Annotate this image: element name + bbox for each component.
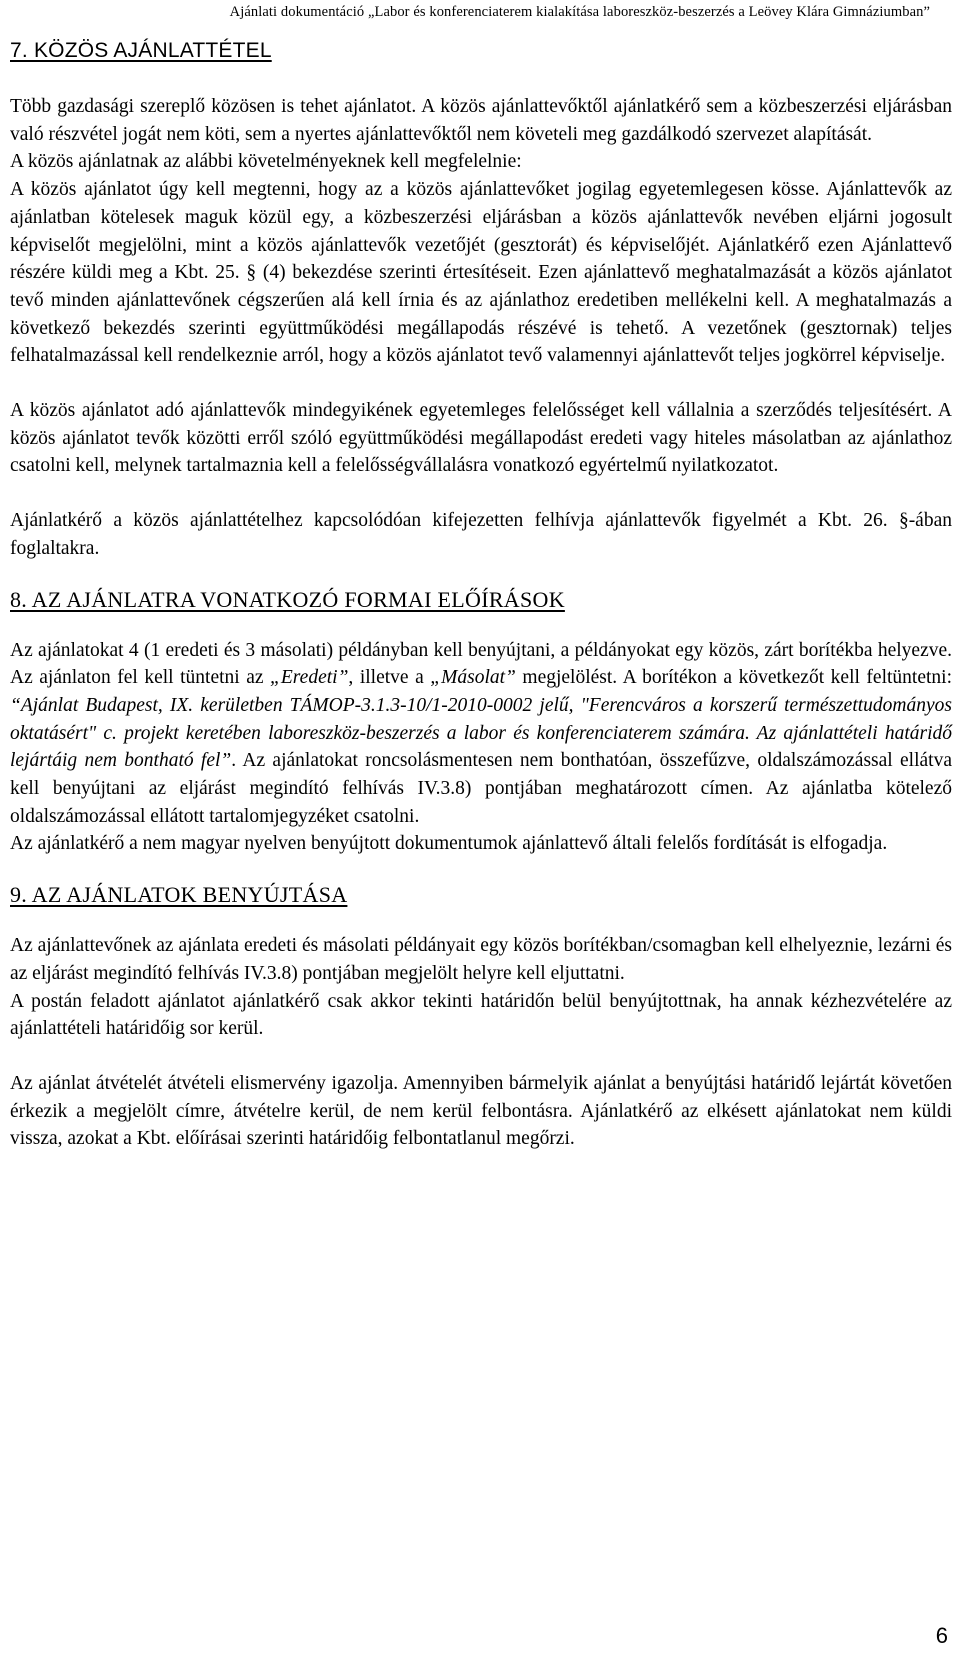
section-8-title: 8. AZ AJÁNLATRA VONATKOZÓ FORMAI ELŐÍRÁSOK	[10, 586, 565, 612]
section-9-title: 9. AZ AJÁNLATOK BENYÚJTÁSA	[10, 882, 348, 908]
section-9-paragraph-1: Az ajánlattevőnek az ajánlata eredeti és másolati példányait egy közös borítékban/csomagban kell elhelyeznie, lezárni és az eljárást megindító felhívás IV.3.8) pontjában megjelölt helyre kell eljuttatni.	[10, 935, 952, 984]
section-7-title: 7. KÖZÖS AJÁNLATTÉTEL	[10, 39, 272, 62]
section-8-paragraph-1	[10, 637, 952, 831]
section-7-paragraph-1: Több gazdasági szereplő közösen is tehet ajánlatot. A közös ajánlattevőktől ajánlatkérő sem a közbeszerzési eljárásban való részvétel jogát nem köti, sem a nyertes ajánlattevőktől nem követeli meg gazdálkodó szervezet alapítását.	[10, 96, 952, 145]
section-7-paragraph-2: A közös ajánlatnak az alábbi követelményeknek kell megfelelnie:	[10, 151, 522, 173]
section-9-paragraph-3: Az ajánlat átvételét átvételi elismervény igazolja. Amennyiben bármelyik ajánlat a benyújtási határidő lejártát követően érkezik a megjelölt címre, átvételre kerül, de nem kerül felbontásra. Ajánlatkérő az elkésett ajánlatokat nem küldi vissza, azokat a Kbt. előírásai szerinti határidőig felbontatlanul megőrzi.	[10, 1072, 952, 1150]
eredeti-label: „Eredeti”	[270, 667, 349, 689]
section-8-text-g: . Az ajánlatokat roncsolásmentesen nem bonthatóan, összefűzve, oldalszámozással ellátva kell benyújtani az eljárást megindító felhívás IV.3.8) pontjában meghatározott címen. Az ajánlatba kötelező oldalszámozással ellátott tartalomjegyzéket csatolni.	[10, 750, 952, 827]
section-9-paragraph-2: A postán feladott ajánlatot ajánlatkérő csak akkor tekinti határidőn belül benyújtottnak, ha annak kézhezvételére az ajánlattételi határidőig sor kerül.	[10, 990, 952, 1040]
section-7-paragraph-3: A közös ajánlatot úgy kell megtenni, hogy az a közös ajánlattevőket jogilag egyetemlegesen kösse. Ajánlattevők az ajánlatban kötelesek maguk közül egy, a közbeszerzési eljárásban a közös ajánlattevők nevében eljárni jogosult képviselőt megjelölni, mint a közös ajánlattevők vezetőjét (gesztorát) és képviselőjét. Ajánlatkérő ezen Ajánlattevő részére küldi meg a Kbt. 25. § (4) bekezdése szerinti értesítéseit. Ezen ajánlattevő meghatalmazását a közös ajánlatot tevő minden ajánlattevőnek cégszerűen alá kell írnia és az ajánlathoz eredetiben mellékelni kell. A meghatalmazás a következő bekezdés szerinti együttműködési megállapodás részévé is tehető. A vezetőnek (gesztornak) teljes felhatalmazással kell rendelkeznie arról, hogy a közös ajánlatot tevő valamennyi ajánlattevőt teljes jogkörrel képviselje.	[10, 179, 952, 367]
document-page	[10, 0, 952, 1153]
section-7-paragraph-5: Ajánlatkérő a közös ajánlattételhez kapcsolódóan kifejezetten felhívja ajánlattevők figyelmét a Kbt. 26. §-ában foglaltakra.	[10, 510, 952, 559]
section-8-paragraph-2: Az ajánlatkérő a nem magyar nyelven benyújtott dokumentumok ajánlattevő általi felelős fordítását is elfogadja.	[10, 833, 888, 855]
section-7-paragraph-4: A közös ajánlatot adó ajánlattevők mindegyikének egyetemleges felelősséget kell vállalnia a szerződés teljesítésért. A közös ajánlatot tevők közötti erről szóló együttműködési megállapodást eredeti vagy hiteles másolatban az ajánlathoz csatolni kell, melynek tartalmaznia kell a felelősségvállalásra vonatkozó egyértelmű nyilatkozatot.	[10, 400, 952, 477]
section-8-text-e: megjelölést. A borítékon a következőt kell feltüntetni:	[515, 667, 952, 689]
envelope-inscription: “Ajánlat Budapest, IX. kerületben TÁMOP-3.1.3-10/1-2010-0002 jelű, "Ferencváros a korszerű természettudományos oktatásért" c. projekt keretében laboreszköz-beszerzés a labor és konferenciaterem számára. Az ajánlattételi határidő lejártáig nem bontható fel”	[10, 694, 952, 772]
masolat-label: „Másolat”	[430, 667, 516, 689]
running-header: Ajánlati dokumentáció „Labor és konferenciaterem kialakítása laboreszköz-beszerzés a Leövey Klára Gimnáziumban”	[229, 4, 930, 20]
section-8-text-a: Az ajánlatokat 4 (1 eredeti és 3 másolati) példányban kell benyújtani, a példányokat egy közös, zárt borítékba helyezve. Az ajánlaton fel kell tüntetni az	[10, 639, 952, 689]
page-number: 6	[935, 1623, 948, 1648]
section-8-text-c: , illetve a	[348, 667, 431, 689]
